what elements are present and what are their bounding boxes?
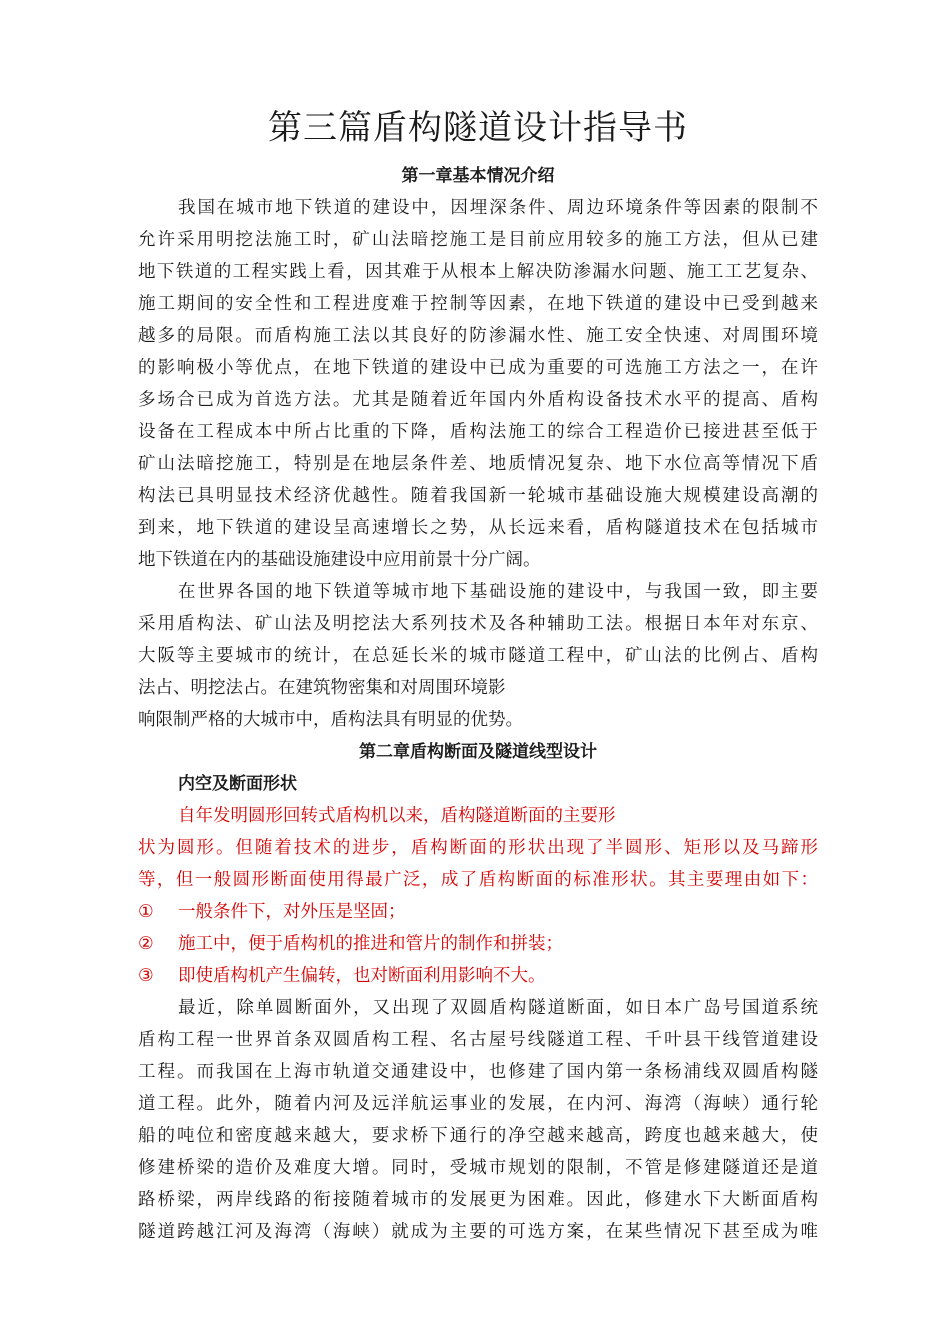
list-marker: ① xyxy=(138,902,154,922)
paragraph-line: 施工期间的安全性和工程进度难于控制等因素，在地下铁道的建设中已受到越来 xyxy=(138,294,818,314)
paragraph-line: 采用盾构法、矿山法及明挖法大系列技术及各种辅助工法。根据日本年对东京、 xyxy=(138,614,818,634)
paragraph-line: 地下铁道在内的基础设施建设中应用前景十分广阔。 xyxy=(138,550,541,570)
chapter-1-paragraph-2 xyxy=(138,576,818,736)
paragraph-line: 状为圆形。但随着技术的进步，盾构断面的形状出现了半圆形、矩形以及马蹄形 xyxy=(138,838,818,858)
highlighted-paragraph xyxy=(138,800,818,992)
list-text: 即使盾构机产生偏转，也对断面利用影响不大。 xyxy=(178,966,546,986)
paragraph-line: 越多的局限。而盾构施工法以其良好的防渗漏水性、施工安全快速、对周围环境 xyxy=(138,326,818,346)
list-item xyxy=(138,928,818,960)
paragraph-line: 大阪等主要城市的统计，在总延长米的城市隧道工程中，矿山法的比例占、盾构 xyxy=(138,646,818,666)
paragraph-line: 地下铁道的工程实践上看，因其难于从根本上解决防渗漏水问题、施工工艺复杂、 xyxy=(138,262,818,282)
paragraph-line: 设备在工程成本中所占比重的下降，盾构法施工的综合工程造价已接进甚至低于 xyxy=(138,422,818,442)
paragraph-line: 到来，地下铁道的建设呈高速增长之势，从长远来看，盾构隧道技术在包括城市 xyxy=(138,518,818,538)
paragraph-line: 法占、明挖法占。在建筑物密集和对周围环境影 xyxy=(138,678,506,698)
paragraph-line: 在世界各国的地下铁道等城市地下基础设施的建设中，与我国一致，即主要 xyxy=(178,582,818,602)
document-title: 第三篇盾构隧道设计指导书 xyxy=(268,108,688,148)
paragraph-line: 最近，除单圆断面外，又出现了双圆盾构隧道断面，如日本广岛号国道系统 xyxy=(178,998,818,1018)
paragraph-line: 我国在城市地下铁道的建设中，因埋深条件、周边环境条件等因素的限制不 xyxy=(178,198,818,218)
paragraph-line: 工程。而我国在上海市轨道交通建设中，也修建了国内第一条杨浦线双圆盾构隧 xyxy=(138,1062,818,1082)
document-page xyxy=(138,100,818,1248)
paragraph-line: 矿山法暗挖施工，特别是在地层条件差、地质情况复杂、地下水位高等情况下盾 xyxy=(138,454,818,474)
paragraph-line: 船的吨位和密度越来越大，要求桥下通行的净空越来越高，跨度也越来越大，使 xyxy=(138,1126,818,1146)
paragraph-line: 等，但一般圆形断面使用得最广泛，成了盾构断面的标准形状。其主要理由如下： xyxy=(138,870,818,890)
paragraph-line: 道工程。此外，随着内河及远洋航运事业的发展，在内河、海湾（海峡）通行轮 xyxy=(138,1094,818,1114)
paragraph-line: 修建桥梁的造价及难度大增。同时，受城市规划的限制，不管是修建隧道还是道 xyxy=(138,1158,818,1178)
paragraph-line: 盾构工程一世界首条双圆盾构工程、名古屋号线隧道工程、千叶县干线管道建设 xyxy=(138,1030,818,1050)
list-text: 一般条件下，对外压是坚固； xyxy=(178,902,406,922)
paragraph-line: 自年发明圆形回转式盾构机以来，盾构隧道断面的主要形 xyxy=(178,806,616,826)
paragraph-line: 路桥梁，两岸线路的衔接随着城市的发展更为困难。因此，修建水下大断面盾构 xyxy=(138,1190,818,1210)
paragraph-line: 的影响极小等优点，在地下铁道的建设中已成为重要的可选施工方法之一，在许 xyxy=(138,358,818,378)
list-item xyxy=(138,896,818,928)
paragraph-line: 多场合已成为首选方法。尤其是随着近年国内外盾构设备技术水平的提高、盾构 xyxy=(138,390,818,410)
section-heading: 内空及断面形状 xyxy=(178,774,297,794)
list-item xyxy=(138,960,818,992)
chapter-2-paragraph xyxy=(138,992,818,1248)
list-text: 施工中，便于盾构机的推进和管片的制作和拼装； xyxy=(178,934,563,954)
chapter-1-paragraph-1 xyxy=(138,192,818,576)
list-marker: ③ xyxy=(138,966,154,986)
list-marker: ② xyxy=(138,934,154,954)
chapter-2-heading: 第二章盾构断面及隧道线型设计 xyxy=(359,742,597,762)
paragraph-line: 允许采用明挖法施工时，矿山法暗挖施工是目前应用较多的施工方法，但从已建 xyxy=(138,230,818,250)
chapter-1-heading: 第一章基本情况介绍 xyxy=(401,166,555,186)
paragraph-line: 隧道跨越江河及海湾（海峡）就成为主要的可选方案，在某些情况下甚至成为唯 xyxy=(138,1222,818,1242)
paragraph-line: 响限制严格的大城市中，盾构法具有明显的优势。 xyxy=(138,710,523,730)
paragraph-line: 构法已具明显技术经济优越性。随着我国新一轮城市基础设施大规模建设高潮的 xyxy=(138,486,818,506)
